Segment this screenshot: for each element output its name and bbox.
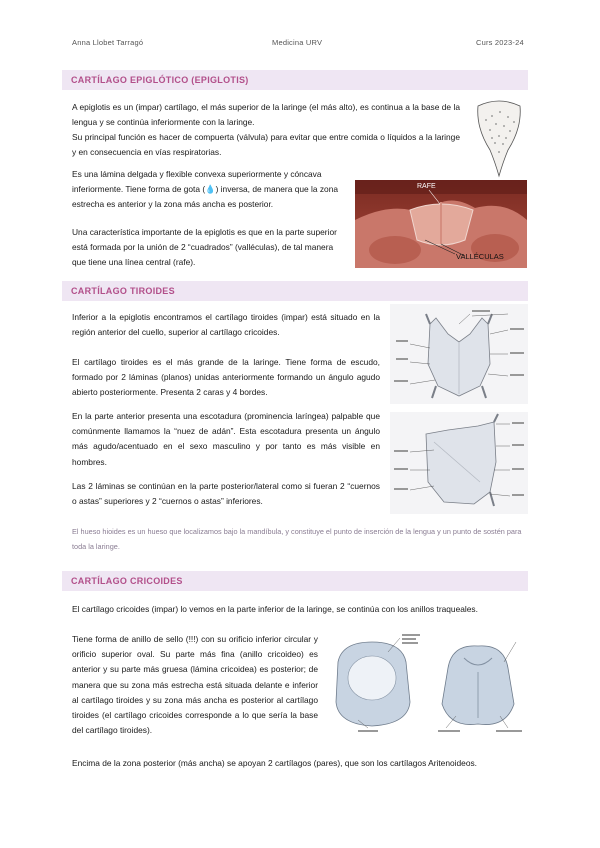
figure-label-rafe: RAFE [417,183,436,190]
section-band-cricoides [62,571,528,591]
cricoides-paragraph-1: El cartílago cricoides (impar) lo vemos en la parte inferior de la laringe, se continúa con los anillos traqueales. [72,604,478,614]
cricoides-paragraph-3: Encima de la zona posterior (más ancha) se apoyan 2 cartílagos (pares), que son los cartílagos Aritenoideos. [72,758,478,768]
tiroides-paragraph-1: Inferior a la epiglotis encontramos el cartílago tiroides (impar) está situado en la región anterior del cuello, superior al cartílago cricoides. [72,312,380,338]
tiroides-paragraph-2: El cartílago tiroides es el más grande de la laringe. Tiene forma de escudo, formado por 2 láminas (planos) unidas anteriormente formando un ángulo agudo abierto posteriormente. Presenta 2 caras y 4 bordes. [72,357,380,398]
thyroid-cartilage-lateral-drawing [390,412,528,514]
section-band-tiroides [62,281,528,301]
thyroid-cartilage-anterior-drawing [390,304,528,404]
header-author: Anna Llobet Tarragó [72,38,144,47]
section-band-epiglotis [62,70,528,90]
section-title-epiglotis: CARTÍLAGO EPIGLÓTICO (EPIGLOTIS) [71,75,249,85]
header-subject: Medicina URV [272,38,323,47]
epiglotis-paragraph-3: Es una lámina delgada y flexible convexa superiormente y cóncava inferiormente. Tiene forma de gota (💧) inversa, de manera que la zona estrecha es anterior y la zona más ancha es posterior. [72,169,339,210]
section-title-cricoides: CARTÍLAGO CRICOIDES [71,576,183,586]
epiglotis-paragraph-4: Una característica importante de la epiglotis es que en la parte superior está formada por la unión de 2 “cuadrados” (valléculas), de tal manera que tiene una línea central (rafe). [72,227,337,268]
cricoid-cartilage-drawing [328,632,528,736]
section-title-tiroides: CARTÍLAGO TIROIDES [71,286,175,296]
tiroides-paragraph-3: En la parte anterior presenta una escotadura (prominencia laríngea) palpable que comúnmente llamamos la “nuez de adán”. Esta escotadura presenta un ángulo más agudo/acentuado en el sexo masculino y por tanto es más visible en hombres. [72,411,380,467]
epiglotis-paragraph-2: Su principal función es hacer de compuerta (válvula) para evitar que entre comida o líquidos a la laringe y en consecuencia en vías respiratorias. [72,132,460,158]
epiglotis-paragraph-1: A epiglotis es un (impar) cartílago, el más superior de la laringe (el más alto), es continua a la base de la lengua y se continúa inferiormente con la laringe. [72,102,460,128]
epiglottis-drawing [470,98,528,180]
figure-label-valleculas: VALLÉCULAS [456,252,504,261]
cricoides-paragraph-2: Tiene forma de anillo de sello (!!!) con su orificio inferior circular y orificio superior oval. Su parte más fina (anillo cricoideo) es anterior y su parte más gruesa (lámina cricoidea) es posterior; de manera que su zona más estrecha está situada delante e inferior al cartílago tiroides y su zona más ancha es posterior al cartílago tiroides (el cartílago cricoides corresponde a lo que sería la base del cartílago tiroides). [72,634,318,736]
tiroides-paragraph-4: Las 2 láminas se continúan en la parte posterior/lateral como si fueran 2 “cuernos o astas” superiores y 2 “cuernos o astas” inferiores. [72,481,380,507]
header-course: Curs 2023-24 [476,38,524,47]
hioides-note: El hueso hioides es un hueso que localizamos bajo la mandíbula, y constituye el punto de inserción de la lengua y un punto de sostén para toda la laringe. [72,527,522,551]
